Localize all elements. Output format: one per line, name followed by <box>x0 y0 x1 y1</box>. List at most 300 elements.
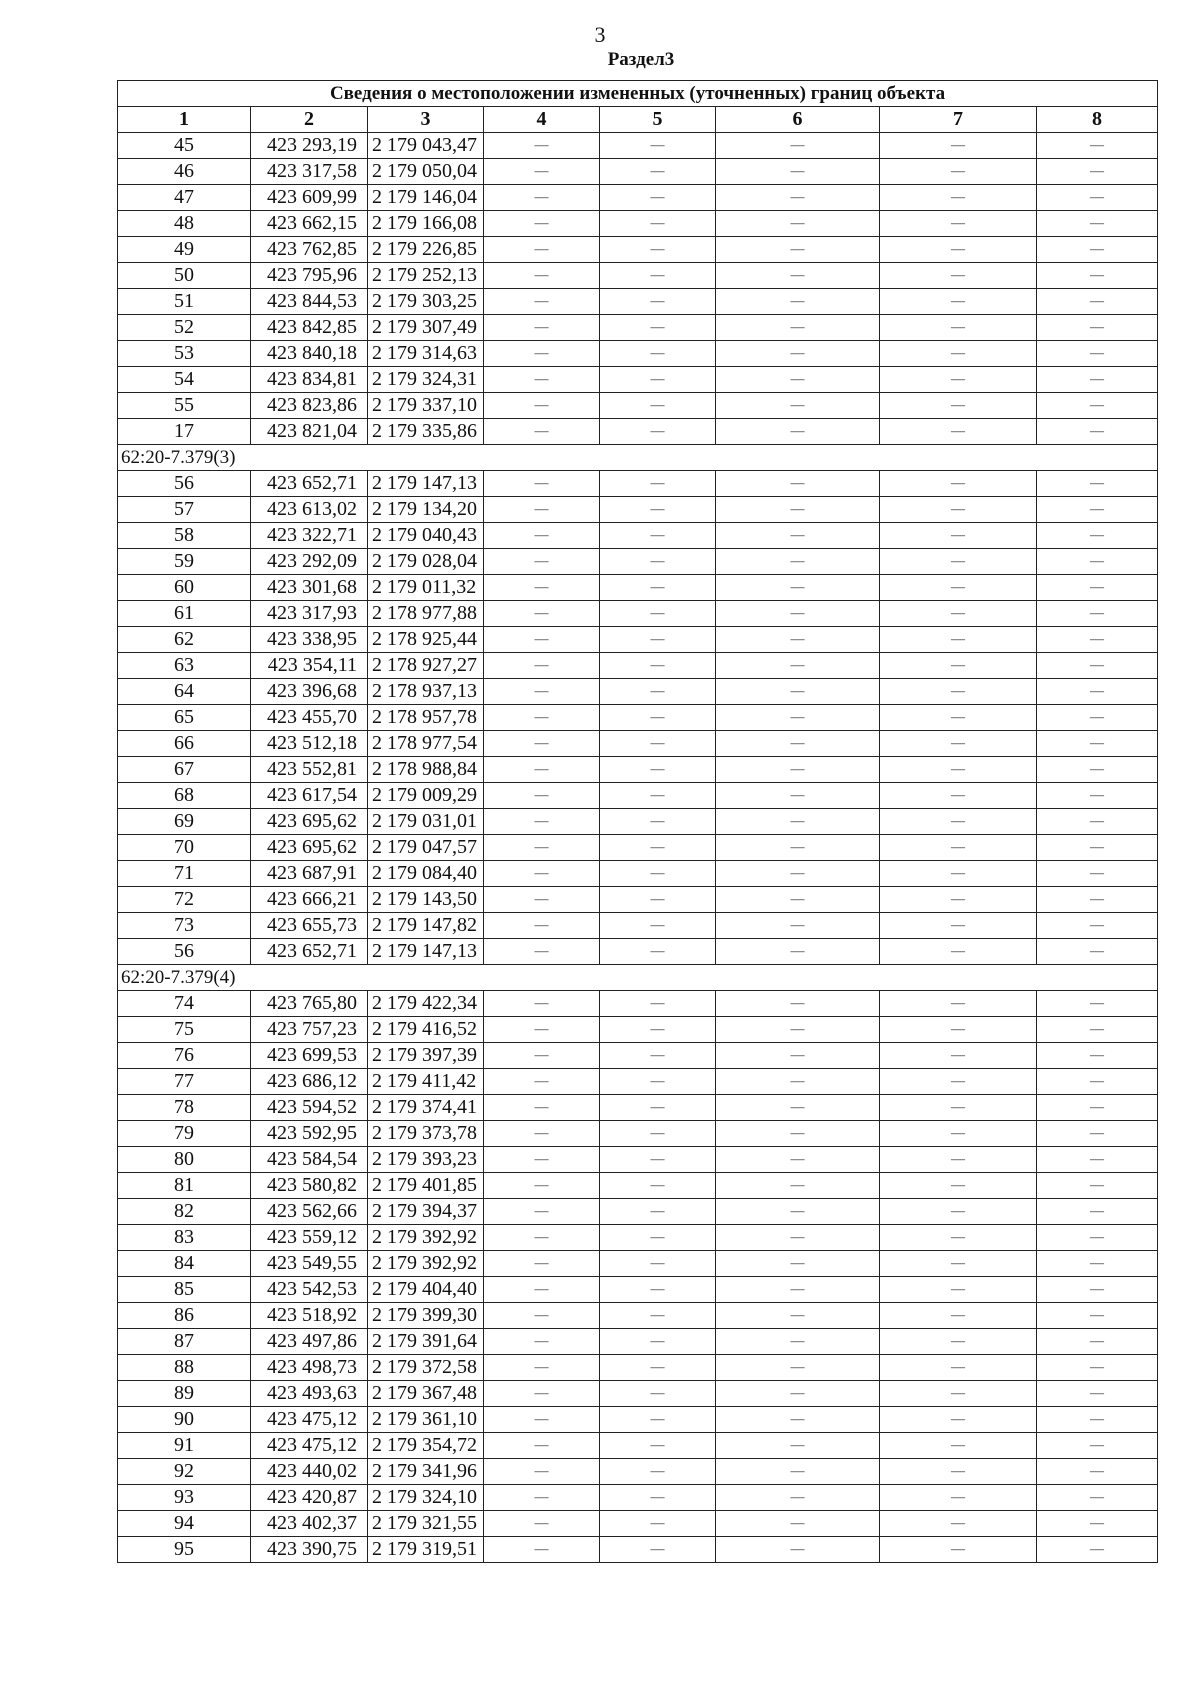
x-coordinate-cell: 423 652,71 <box>251 471 368 497</box>
empty-value-cell: — <box>600 419 716 445</box>
empty-value-cell: — <box>600 263 716 289</box>
empty-value-cell: — <box>716 575 880 601</box>
table-row <box>118 185 1158 211</box>
empty-value-cell: — <box>880 731 1037 757</box>
empty-value-cell: — <box>1037 991 1158 1017</box>
empty-value-cell: — <box>716 705 880 731</box>
y-coordinate-cell: 2 179 047,57 <box>368 835 484 861</box>
empty-value-cell: — <box>600 1251 716 1277</box>
empty-value-cell: — <box>1037 757 1158 783</box>
table-row <box>118 1407 1158 1433</box>
empty-value-cell: — <box>484 419 600 445</box>
point-number-cell: 93 <box>118 1485 251 1511</box>
point-number-cell: 76 <box>118 1043 251 1069</box>
empty-value-cell: — <box>1037 1069 1158 1095</box>
empty-value-cell: — <box>716 1251 880 1277</box>
empty-value-cell: — <box>1037 159 1158 185</box>
empty-value-cell: — <box>484 1459 600 1485</box>
y-coordinate-cell: 2 179 361,10 <box>368 1407 484 1433</box>
x-coordinate-cell: 423 662,15 <box>251 211 368 237</box>
point-number-cell: 84 <box>118 1251 251 1277</box>
x-coordinate-cell: 423 655,73 <box>251 913 368 939</box>
table-row <box>118 887 1158 913</box>
empty-value-cell: — <box>484 1537 600 1563</box>
empty-value-cell: — <box>716 991 880 1017</box>
empty-value-cell: — <box>716 1433 880 1459</box>
empty-value-cell: — <box>484 705 600 731</box>
empty-value-cell: — <box>600 1147 716 1173</box>
table-row <box>118 133 1158 159</box>
empty-value-cell: — <box>1037 341 1158 367</box>
empty-value-cell: — <box>484 1225 600 1251</box>
x-coordinate-cell: 423 584,54 <box>251 1147 368 1173</box>
x-coordinate-cell: 423 542,53 <box>251 1277 368 1303</box>
x-coordinate-cell: 423 518,92 <box>251 1303 368 1329</box>
table-row <box>118 367 1158 393</box>
empty-value-cell: — <box>600 731 716 757</box>
empty-value-cell: — <box>716 1069 880 1095</box>
y-coordinate-cell: 2 178 957,78 <box>368 705 484 731</box>
empty-value-cell: — <box>484 1407 600 1433</box>
empty-value-cell: — <box>1037 861 1158 887</box>
empty-value-cell: — <box>880 159 1037 185</box>
table-row <box>118 1069 1158 1095</box>
point-number-cell: 53 <box>118 341 251 367</box>
empty-value-cell: — <box>1037 1485 1158 1511</box>
y-coordinate-cell: 2 179 303,25 <box>368 289 484 315</box>
empty-value-cell: — <box>716 679 880 705</box>
x-coordinate-cell: 423 317,58 <box>251 159 368 185</box>
empty-value-cell: — <box>1037 1173 1158 1199</box>
empty-value-cell: — <box>1037 1043 1158 1069</box>
empty-value-cell: — <box>880 1251 1037 1277</box>
empty-value-cell: — <box>484 1355 600 1381</box>
empty-value-cell: — <box>716 523 880 549</box>
empty-value-cell: — <box>484 549 600 575</box>
empty-value-cell: — <box>880 133 1037 159</box>
empty-value-cell: — <box>600 1277 716 1303</box>
y-coordinate-cell: 2 179 147,13 <box>368 471 484 497</box>
empty-value-cell: — <box>716 1537 880 1563</box>
empty-value-cell: — <box>1037 315 1158 341</box>
empty-value-cell: — <box>1037 1459 1158 1485</box>
y-coordinate-cell: 2 179 252,13 <box>368 263 484 289</box>
point-number-cell: 65 <box>118 705 251 731</box>
empty-value-cell: — <box>716 497 880 523</box>
table-row <box>118 1303 1158 1329</box>
empty-value-cell: — <box>716 237 880 263</box>
empty-value-cell: — <box>716 367 880 393</box>
point-number-cell: 45 <box>118 133 251 159</box>
empty-value-cell: — <box>880 1225 1037 1251</box>
empty-value-cell: — <box>600 523 716 549</box>
empty-value-cell: — <box>600 341 716 367</box>
empty-value-cell: — <box>1037 289 1158 315</box>
empty-value-cell: — <box>600 627 716 653</box>
y-coordinate-cell: 2 178 927,27 <box>368 653 484 679</box>
point-number-cell: 49 <box>118 237 251 263</box>
column-header: 1 <box>118 107 251 133</box>
empty-value-cell: — <box>1037 1121 1158 1147</box>
table-row <box>118 237 1158 263</box>
y-coordinate-cell: 2 179 043,47 <box>368 133 484 159</box>
empty-value-cell: — <box>880 1303 1037 1329</box>
x-coordinate-cell: 423 562,66 <box>251 1199 368 1225</box>
table-row <box>118 315 1158 341</box>
x-coordinate-cell: 423 699,53 <box>251 1043 368 1069</box>
point-number-cell: 56 <box>118 939 251 965</box>
empty-value-cell: — <box>1037 1147 1158 1173</box>
empty-value-cell: — <box>1037 419 1158 445</box>
table-row <box>118 1459 1158 1485</box>
empty-value-cell: — <box>716 289 880 315</box>
empty-value-cell: — <box>716 627 880 653</box>
point-number-cell: 88 <box>118 1355 251 1381</box>
table-row <box>118 1173 1158 1199</box>
empty-value-cell: — <box>716 1303 880 1329</box>
y-coordinate-cell: 2 179 084,40 <box>368 861 484 887</box>
x-coordinate-cell: 423 580,82 <box>251 1173 368 1199</box>
empty-value-cell: — <box>600 1043 716 1069</box>
table-row <box>118 679 1158 705</box>
x-coordinate-cell: 423 475,12 <box>251 1433 368 1459</box>
empty-value-cell: — <box>484 1043 600 1069</box>
table-row <box>118 497 1158 523</box>
empty-value-cell: — <box>600 991 716 1017</box>
empty-value-cell: — <box>484 731 600 757</box>
point-number-cell: 77 <box>118 1069 251 1095</box>
table-row <box>118 1121 1158 1147</box>
column-header: 3 <box>368 107 484 133</box>
x-coordinate-cell: 423 402,37 <box>251 1511 368 1537</box>
point-number-cell: 47 <box>118 185 251 211</box>
y-coordinate-cell: 2 179 411,42 <box>368 1069 484 1095</box>
y-coordinate-cell: 2 179 324,31 <box>368 367 484 393</box>
empty-value-cell: — <box>880 601 1037 627</box>
x-coordinate-cell: 423 765,80 <box>251 991 368 1017</box>
empty-value-cell: — <box>484 315 600 341</box>
empty-value-cell: — <box>1037 1095 1158 1121</box>
y-coordinate-cell: 2 179 397,39 <box>368 1043 484 1069</box>
point-number-cell: 46 <box>118 159 251 185</box>
empty-value-cell: — <box>1037 1433 1158 1459</box>
empty-value-cell: — <box>484 1147 600 1173</box>
x-coordinate-cell: 423 687,91 <box>251 861 368 887</box>
empty-value-cell: — <box>1037 731 1158 757</box>
y-coordinate-cell: 2 179 404,40 <box>368 1277 484 1303</box>
x-coordinate-cell: 423 594,52 <box>251 1095 368 1121</box>
empty-value-cell: — <box>1037 133 1158 159</box>
empty-value-cell: — <box>716 809 880 835</box>
empty-value-cell: — <box>1037 1251 1158 1277</box>
empty-value-cell: — <box>600 601 716 627</box>
empty-value-cell: — <box>880 861 1037 887</box>
x-coordinate-cell: 423 292,09 <box>251 549 368 575</box>
x-coordinate-cell: 423 844,53 <box>251 289 368 315</box>
empty-value-cell: — <box>600 757 716 783</box>
empty-value-cell: — <box>716 419 880 445</box>
empty-value-cell: — <box>484 1511 600 1537</box>
table-row <box>118 471 1158 497</box>
empty-value-cell: — <box>484 1095 600 1121</box>
table-row <box>118 835 1158 861</box>
table-row <box>118 1485 1158 1511</box>
y-coordinate-cell: 2 179 372,58 <box>368 1355 484 1381</box>
empty-value-cell: — <box>600 289 716 315</box>
empty-value-cell: — <box>600 159 716 185</box>
empty-value-cell: — <box>484 289 600 315</box>
empty-value-cell: — <box>600 1121 716 1147</box>
empty-value-cell: — <box>716 1277 880 1303</box>
x-coordinate-cell: 423 842,85 <box>251 315 368 341</box>
empty-value-cell: — <box>600 939 716 965</box>
empty-value-cell: — <box>716 939 880 965</box>
empty-value-cell: — <box>484 237 600 263</box>
table-row <box>118 1277 1158 1303</box>
point-number-cell: 60 <box>118 575 251 601</box>
point-number-cell: 52 <box>118 315 251 341</box>
empty-value-cell: — <box>716 1355 880 1381</box>
y-coordinate-cell: 2 179 392,92 <box>368 1251 484 1277</box>
empty-value-cell: — <box>880 1407 1037 1433</box>
point-number-cell: 72 <box>118 887 251 913</box>
x-coordinate-cell: 423 552,81 <box>251 757 368 783</box>
empty-value-cell: — <box>716 1225 880 1251</box>
point-number-cell: 59 <box>118 549 251 575</box>
point-number-cell: 50 <box>118 263 251 289</box>
empty-value-cell: — <box>880 523 1037 549</box>
x-coordinate-cell: 423 301,68 <box>251 575 368 601</box>
empty-value-cell: — <box>600 185 716 211</box>
table-row <box>118 601 1158 627</box>
empty-value-cell: — <box>484 913 600 939</box>
empty-value-cell: — <box>716 549 880 575</box>
empty-value-cell: — <box>484 627 600 653</box>
empty-value-cell: — <box>880 185 1037 211</box>
empty-value-cell: — <box>880 1277 1037 1303</box>
empty-value-cell: — <box>716 1017 880 1043</box>
empty-value-cell: — <box>716 1459 880 1485</box>
point-number-cell: 56 <box>118 471 251 497</box>
empty-value-cell: — <box>1037 1511 1158 1537</box>
table-title-row <box>118 81 1158 107</box>
x-coordinate-cell: 423 322,71 <box>251 523 368 549</box>
empty-value-cell: — <box>600 133 716 159</box>
empty-value-cell: — <box>600 367 716 393</box>
empty-value-cell: — <box>880 939 1037 965</box>
empty-value-cell: — <box>880 835 1037 861</box>
point-number-cell: 87 <box>118 1329 251 1355</box>
table-row <box>118 627 1158 653</box>
y-coordinate-cell: 2 179 335,86 <box>368 419 484 445</box>
table-row <box>118 1381 1158 1407</box>
y-coordinate-cell: 2 179 143,50 <box>368 887 484 913</box>
empty-value-cell: — <box>880 263 1037 289</box>
empty-value-cell: — <box>880 913 1037 939</box>
point-number-cell: 94 <box>118 1511 251 1537</box>
empty-value-cell: — <box>600 1225 716 1251</box>
y-coordinate-cell: 2 179 401,85 <box>368 1173 484 1199</box>
x-coordinate-cell: 423 338,95 <box>251 627 368 653</box>
empty-value-cell: — <box>484 1121 600 1147</box>
column-header: 8 <box>1037 107 1158 133</box>
empty-value-cell: — <box>600 497 716 523</box>
empty-value-cell: — <box>880 367 1037 393</box>
table-row <box>118 549 1158 575</box>
x-coordinate-cell: 423 420,87 <box>251 1485 368 1511</box>
empty-value-cell: — <box>600 1433 716 1459</box>
y-coordinate-cell: 2 179 337,10 <box>368 393 484 419</box>
point-number-cell: 85 <box>118 1277 251 1303</box>
y-coordinate-cell: 2 179 147,13 <box>368 939 484 965</box>
empty-value-cell: — <box>1037 1199 1158 1225</box>
coordinates-table-body <box>118 81 1158 1563</box>
empty-value-cell: — <box>600 1329 716 1355</box>
empty-value-cell: — <box>716 601 880 627</box>
empty-value-cell: — <box>880 1459 1037 1485</box>
table-row <box>118 263 1158 289</box>
empty-value-cell: — <box>600 887 716 913</box>
table-row <box>118 1017 1158 1043</box>
empty-value-cell: — <box>600 1485 716 1511</box>
empty-value-cell: — <box>600 1381 716 1407</box>
column-header: 2 <box>251 107 368 133</box>
point-number-cell: 75 <box>118 1017 251 1043</box>
empty-value-cell: — <box>600 679 716 705</box>
empty-value-cell: — <box>484 133 600 159</box>
y-coordinate-cell: 2 179 319,51 <box>368 1537 484 1563</box>
empty-value-cell: — <box>600 237 716 263</box>
empty-value-cell: — <box>880 653 1037 679</box>
empty-value-cell: — <box>484 575 600 601</box>
empty-value-cell: — <box>484 523 600 549</box>
table-row <box>118 289 1158 315</box>
x-coordinate-cell: 423 821,04 <box>251 419 368 445</box>
table-row <box>118 939 1158 965</box>
empty-value-cell: — <box>716 211 880 237</box>
empty-value-cell: — <box>716 1043 880 1069</box>
empty-value-cell: — <box>600 393 716 419</box>
empty-value-cell: — <box>1037 393 1158 419</box>
group-label: 62:20-7.379(4) <box>118 965 1158 991</box>
empty-value-cell: — <box>880 1355 1037 1381</box>
point-number-cell: 57 <box>118 497 251 523</box>
empty-value-cell: — <box>716 913 880 939</box>
group-row <box>118 965 1158 991</box>
empty-value-cell: — <box>880 315 1037 341</box>
empty-value-cell: — <box>484 861 600 887</box>
y-coordinate-cell: 2 179 399,30 <box>368 1303 484 1329</box>
empty-value-cell: — <box>880 393 1037 419</box>
empty-value-cell: — <box>600 315 716 341</box>
empty-value-cell: — <box>600 913 716 939</box>
point-number-cell: 79 <box>118 1121 251 1147</box>
empty-value-cell: — <box>880 1381 1037 1407</box>
empty-value-cell: — <box>484 653 600 679</box>
empty-value-cell: — <box>716 1199 880 1225</box>
empty-value-cell: — <box>484 1303 600 1329</box>
point-number-cell: 69 <box>118 809 251 835</box>
empty-value-cell: — <box>716 133 880 159</box>
x-coordinate-cell: 423 834,81 <box>251 367 368 393</box>
empty-value-cell: — <box>484 1017 600 1043</box>
y-coordinate-cell: 2 179 392,92 <box>368 1225 484 1251</box>
x-coordinate-cell: 423 549,55 <box>251 1251 368 1277</box>
empty-value-cell: — <box>716 185 880 211</box>
point-number-cell: 48 <box>118 211 251 237</box>
table-row <box>118 341 1158 367</box>
empty-value-cell: — <box>880 783 1037 809</box>
empty-value-cell: — <box>484 809 600 835</box>
empty-value-cell: — <box>880 1095 1037 1121</box>
x-coordinate-cell: 423 559,12 <box>251 1225 368 1251</box>
empty-value-cell: — <box>1037 887 1158 913</box>
table-row <box>118 159 1158 185</box>
table-row <box>118 991 1158 1017</box>
empty-value-cell: — <box>600 549 716 575</box>
empty-value-cell: — <box>484 939 600 965</box>
y-coordinate-cell: 2 179 422,34 <box>368 991 484 1017</box>
y-coordinate-cell: 2 179 031,01 <box>368 809 484 835</box>
y-coordinate-cell: 2 178 977,88 <box>368 601 484 627</box>
x-coordinate-cell: 423 757,23 <box>251 1017 368 1043</box>
empty-value-cell: — <box>880 497 1037 523</box>
empty-value-cell: — <box>716 315 880 341</box>
empty-value-cell: — <box>880 1433 1037 1459</box>
x-coordinate-cell: 423 440,02 <box>251 1459 368 1485</box>
column-header: 4 <box>484 107 600 133</box>
empty-value-cell: — <box>716 1329 880 1355</box>
y-coordinate-cell: 2 179 314,63 <box>368 341 484 367</box>
y-coordinate-cell: 2 179 354,72 <box>368 1433 484 1459</box>
point-number-cell: 17 <box>118 419 251 445</box>
table-row <box>118 1199 1158 1225</box>
y-coordinate-cell: 2 178 937,13 <box>368 679 484 705</box>
empty-value-cell: — <box>1037 1355 1158 1381</box>
coordinates-table <box>117 80 1158 1563</box>
empty-value-cell: — <box>880 1485 1037 1511</box>
empty-value-cell: — <box>484 679 600 705</box>
point-number-cell: 90 <box>118 1407 251 1433</box>
x-coordinate-cell: 423 498,73 <box>251 1355 368 1381</box>
empty-value-cell: — <box>880 679 1037 705</box>
empty-value-cell: — <box>600 835 716 861</box>
table-row <box>118 913 1158 939</box>
empty-value-cell: — <box>880 341 1037 367</box>
group-label: 62:20-7.379(3) <box>118 445 1158 471</box>
column-header: 7 <box>880 107 1037 133</box>
y-coordinate-cell: 2 179 374,41 <box>368 1095 484 1121</box>
empty-value-cell: — <box>484 159 600 185</box>
group-row <box>118 445 1158 471</box>
table-row <box>118 731 1158 757</box>
empty-value-cell: — <box>484 1173 600 1199</box>
empty-value-cell: — <box>1037 1277 1158 1303</box>
empty-value-cell: — <box>1037 237 1158 263</box>
table-row <box>118 783 1158 809</box>
x-coordinate-cell: 423 666,21 <box>251 887 368 913</box>
empty-value-cell: — <box>484 263 600 289</box>
empty-value-cell: — <box>484 991 600 1017</box>
empty-value-cell: — <box>484 471 600 497</box>
empty-value-cell: — <box>600 705 716 731</box>
empty-value-cell: — <box>484 835 600 861</box>
empty-value-cell: — <box>600 575 716 601</box>
empty-value-cell: — <box>716 1407 880 1433</box>
page-number: 3 <box>594 22 606 47</box>
empty-value-cell: — <box>484 783 600 809</box>
empty-value-cell: — <box>600 783 716 809</box>
